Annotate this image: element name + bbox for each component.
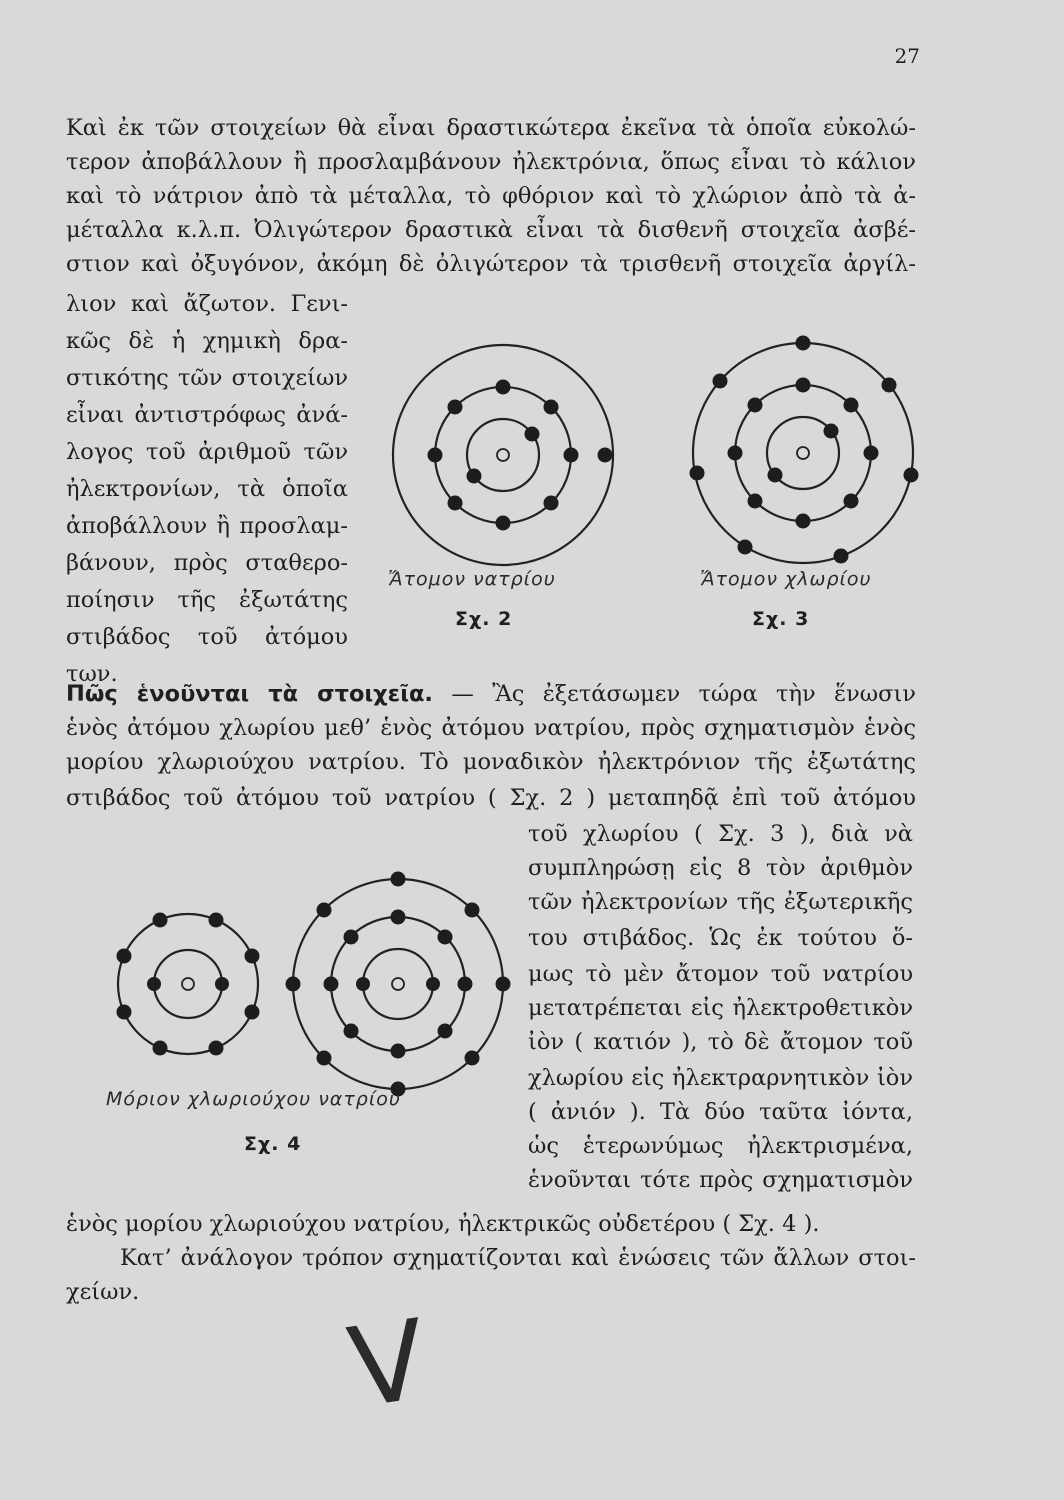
fig4-cl-electron bbox=[391, 872, 406, 887]
paragraph-2-col-line-2: συμπληρώσῃ εἰς 8 τὸν ἀριθμὸν bbox=[528, 855, 913, 881]
fig3-electron bbox=[728, 446, 743, 461]
fig4-cl-nucleus bbox=[392, 978, 404, 990]
paragraph-1-line-4: μέταλλα κ.λ.π. Ὀλιγώτερον δραστικὰ εἶναι τὰ δισθενῆ στοιχεῖα ἀσβέ- bbox=[66, 217, 916, 243]
paragraph-2-last-line: ἑνὸς μορίου χλωριούχου νατρίου, ἠλεκτρικῶς οὐδετέρου ( Σχ. 4 ). bbox=[66, 1211, 820, 1237]
paragraph-3-line-1: Κατ’ ἀνάλογον τρόπον σχηματίζονται καὶ ἑνώσεις τῶν ἄλλων στοι- bbox=[120, 1245, 916, 1271]
heading-continuation: — Ἂς ἐξετάσωμεν τώρα τὴν ἕνωσιν bbox=[432, 681, 916, 707]
paragraph-1-col-line-11: των. bbox=[66, 661, 118, 687]
figure-3-label: Σχ. 3 bbox=[752, 608, 810, 630]
fig3-electron bbox=[904, 468, 919, 483]
paragraph-2-col-line-9: ( ἀνιόν ). Τὰ δύο ταῦτα ἰόντα, bbox=[528, 1099, 913, 1125]
fig4-cl-electron bbox=[438, 930, 453, 945]
page-number: 27 bbox=[894, 44, 920, 68]
fig2-electron bbox=[448, 400, 463, 415]
figure-4-caption: Μόριον χλωριούχου νατρίου bbox=[106, 1088, 401, 1110]
paragraph-3-line-2: χείων. bbox=[66, 1279, 140, 1305]
paragraph-1-col-line-8: βάνουν, πρὸς σταθερο- bbox=[66, 550, 348, 576]
fig4-na-electron bbox=[117, 949, 132, 964]
fig4-cl-electron bbox=[426, 977, 440, 991]
paragraph-2-col-line-10: ὡς ἑτερωνύμως ἠλεκτρισμένα, bbox=[528, 1133, 913, 1159]
fig4-na-electron bbox=[209, 913, 224, 928]
fig4-na-electron bbox=[153, 913, 168, 928]
paragraph-1-line-1: Καὶ ἐκ τῶν στοιχείων θὰ εἶναι δραστικώτερα ἐκεῖνα τὰ ὁποῖα εὐκολώ- bbox=[66, 115, 916, 141]
paragraph-1-line-5: στιον καὶ ὀξυγόνον, ἀκόμη δὲ ὀλιγώτερον τὰ τρισθενῆ στοιχεῖα ἀργίλ- bbox=[66, 251, 916, 277]
fig4-cl-electron bbox=[438, 1024, 453, 1039]
fig3-electron bbox=[844, 494, 859, 509]
fig4-cl-shell-1 bbox=[363, 949, 433, 1019]
paragraph-1-line-2: τερον ἀποβάλλουν ἢ προσλαμβάνουν ἠλεκτρόνια, ὅπως εἶναι τὸ κάλιον bbox=[66, 149, 916, 175]
fig4-cl-electron bbox=[465, 903, 480, 918]
paragraph-2-col-line-11: ἑνοῦνται τότε πρὸς σχηματισμὸν bbox=[528, 1167, 913, 1193]
fig2-electron bbox=[467, 469, 482, 484]
paragraph-2-col-line-8: χλωρίου εἰς ἠλεκτραρνητικὸν ἰὸν bbox=[528, 1065, 913, 1091]
fig4-cl-electron bbox=[344, 1024, 359, 1039]
fig2-electron bbox=[428, 448, 443, 463]
figure-4-sodium-chloride-molecule-diagram bbox=[120, 868, 520, 1098]
figure-2-caption: Ἄτομον νατρίου bbox=[388, 568, 556, 590]
fig3-electron bbox=[864, 446, 879, 461]
paragraph-1-col-line-9: ποίησιν τῆς ἐξωτάτης bbox=[66, 587, 348, 613]
fig4-na-electron bbox=[153, 1041, 168, 1056]
paragraph-1-col-line-2: κῶς δὲ ἡ χημικὴ δρα- bbox=[66, 328, 348, 354]
fig4-na-shell-2 bbox=[118, 914, 258, 1054]
paragraph-1-col-line-3: στικότης τῶν στοιχείων bbox=[66, 365, 348, 391]
paragraph-2-col-line-6: μετατρέπεται εἰς ἠλεκτροθετικὸν bbox=[528, 995, 913, 1021]
fig3-electron bbox=[748, 494, 763, 509]
fig2-electron bbox=[496, 516, 511, 531]
figure-2-label: Σχ. 2 bbox=[455, 608, 513, 630]
fig3-electron bbox=[768, 468, 783, 483]
fig2-shell-3 bbox=[393, 345, 613, 565]
paragraph-1-line-3: καὶ τὸ νάτριον ἀπὸ τὰ μέταλλα, τὸ φθόριον καὶ τὸ χλώριον ἀπὸ τὰ ἀ- bbox=[66, 183, 916, 209]
fig4-na-electron bbox=[117, 1005, 132, 1020]
fig3-electron bbox=[844, 398, 859, 413]
paragraph-2-col-line-4: του στιβάδος. Ὡς ἐκ τούτου ὅ- bbox=[528, 925, 913, 951]
paragraph-2-col-line-5: μως τὸ μὲν ἄτομον τοῦ νατρίου bbox=[528, 961, 913, 987]
fig3-electron bbox=[748, 398, 763, 413]
fig4-cl-electron bbox=[286, 977, 301, 992]
fig2-electron bbox=[544, 496, 559, 511]
figure-4-label: Σχ. 4 bbox=[244, 1133, 302, 1155]
paragraph-2-line-3: στιβάδος τοῦ ἀτόμου τοῦ νατρίου ( Σχ. 2 ) μεταπηδᾷ ἐπὶ τοῦ ἀτόμου bbox=[66, 785, 916, 811]
paragraph-1-col-line-5: λογος τοῦ ἀριθμοῦ τῶν bbox=[66, 439, 348, 465]
paragraph-1-col-line-6: ἠλεκτρονίων, τὰ ὁποῖα bbox=[66, 476, 348, 502]
fig3-electron bbox=[796, 336, 811, 351]
fig3-shell-3 bbox=[693, 343, 913, 563]
handwritten-check-mark: V bbox=[341, 1295, 434, 1433]
fig3-electron bbox=[738, 540, 753, 555]
fig4-cl-electron bbox=[356, 977, 370, 991]
figure-2-sodium-atom-diagram bbox=[385, 340, 625, 580]
fig4-na-electron bbox=[209, 1041, 224, 1056]
paragraph-2-col-line-7: ἰὸν ( κατιόν ), τὸ δὲ ἄτομον τοῦ bbox=[528, 1029, 913, 1055]
figure-3-chlorine-atom-diagram bbox=[685, 338, 925, 578]
fig4-na-nucleus bbox=[182, 978, 194, 990]
fig4-cl-electron bbox=[391, 910, 406, 925]
fig4-na-electron bbox=[147, 977, 161, 991]
section-heading: Πῶς ἑνοῦνται τὰ στοιχεῖα. bbox=[66, 681, 433, 707]
fig4-cl-electron bbox=[344, 930, 359, 945]
fig4-na-shell-1 bbox=[154, 950, 222, 1018]
fig3-electron bbox=[796, 378, 811, 393]
fig3-electron bbox=[713, 374, 728, 389]
fig2-nucleus bbox=[497, 449, 509, 461]
paragraph-2-col-line-3: τῶν ἠλεκτρονίων τῆς ἐξωτερικῆς bbox=[528, 889, 913, 915]
fig2-electron bbox=[448, 496, 463, 511]
paragraph-1-col-line-4: εἶναι ἀντιστρόφως ἀνά- bbox=[66, 402, 348, 428]
fig4-cl-electron bbox=[458, 977, 473, 992]
fig3-electron bbox=[796, 514, 811, 529]
fig3-electron bbox=[834, 549, 849, 564]
paragraph-1-col-line-1: λιον καὶ ἄζωτον. Γενι- bbox=[66, 291, 348, 317]
paragraph-2-line-2: μορίου χλωριούχου νατρίου. Τὸ μοναδικὸν ἠλεκτρόνιον τῆς ἐξωτάτης bbox=[66, 749, 916, 775]
fig4-cl-electron bbox=[317, 903, 332, 918]
fig2-electron bbox=[544, 400, 559, 415]
fig2-electron bbox=[525, 427, 540, 442]
paragraph-1-col-line-10: στιβάδος τοῦ ἀτόμου bbox=[66, 624, 348, 650]
paragraph-1-col-line-7: ἀποβάλλουν ἢ προσλαμ- bbox=[66, 513, 348, 539]
fig2-electron bbox=[496, 380, 511, 395]
fig4-cl-electron bbox=[391, 1044, 406, 1059]
fig3-nucleus bbox=[797, 447, 809, 459]
fig2-electron bbox=[598, 448, 613, 463]
paragraph-2-col-line-1: τοῦ χλωρίου ( Σχ. 3 ), διὰ νὰ bbox=[528, 821, 913, 847]
fig4-cl-electron bbox=[465, 1051, 480, 1066]
fig4-cl-electron bbox=[317, 1051, 332, 1066]
fig4-na-electron bbox=[215, 977, 229, 991]
figure-3-caption: Ἄτομον χλωρίου bbox=[700, 568, 872, 590]
fig2-electron bbox=[564, 448, 579, 463]
fig3-electron bbox=[690, 466, 705, 481]
fig4-cl-electron bbox=[496, 977, 511, 992]
paragraph-2-line-1: ἑνὸς ἀτόμου χλωρίου μεθ’ ἑνὸς ἀτόμου νατρίου, πρὸς σχηματισμὸν ἑνὸς bbox=[66, 715, 916, 741]
paragraph-2-heading-line bbox=[66, 678, 916, 710]
fig4-cl-electron bbox=[324, 977, 339, 992]
fig4-na-electron bbox=[245, 1005, 260, 1020]
fig3-electron bbox=[824, 424, 839, 439]
fig3-electron bbox=[882, 378, 897, 393]
fig4-na-electron bbox=[245, 949, 260, 964]
